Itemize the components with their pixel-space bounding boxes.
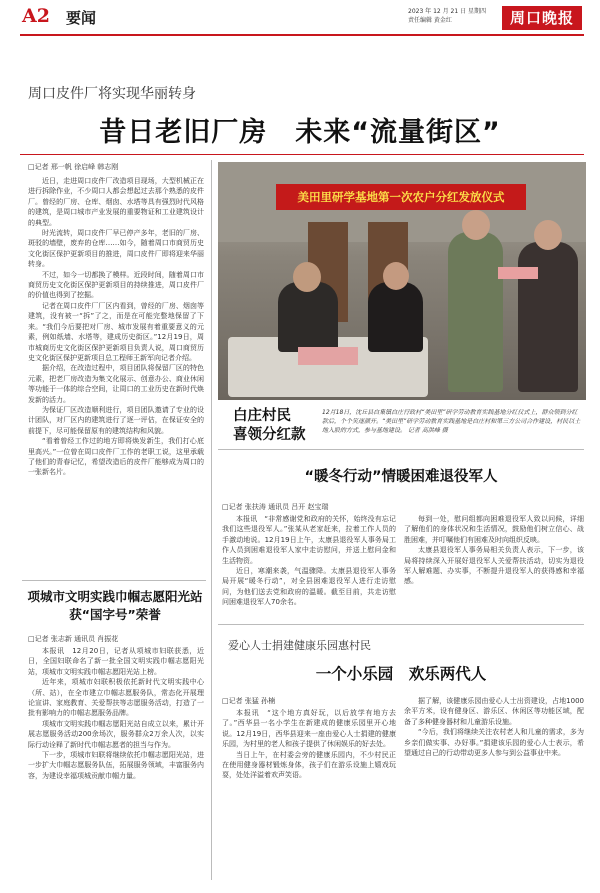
civic-station-paragraph: 本报讯 12月20日，记者从项城市妇联获悉，近日，全国妇联命名了新一批全国文明实践巾帼志愿阳光站，项城市文明实践巾帼志愿阳光站上榜。 xyxy=(28,647,204,676)
lead-byline: □记者 邢一帆 徐启峰 韩志刚 xyxy=(28,163,119,171)
warm-winter-byline: □记者 张扶涛 通讯员 吕开 赵宝瑞 xyxy=(222,503,329,511)
playground-paragraph: “今后，我们将继续关注农村老人和儿童的需求，多为乡亲们做实事、办好事。”捐建该乐园的爱心人士表示，希望通过自己的行动带动更多人参与到公益事业中来。 xyxy=(404,728,584,758)
warm-winter-body xyxy=(222,514,396,616)
civic-station-body xyxy=(28,646,204,880)
civic-station-paragraph: 下一步，项城市妇联将继续依托巾帼志愿阳光站，进一步扩大巾帼志愿服务队伍，拓展服务领域，丰富服务内容，为建设幸福项城贡献巾帼力量。 xyxy=(28,751,204,780)
lead-paragraph: 为保证厂区改造顺利进行，项目团队邀请了专业的设计团队，对厂区内的建筑进行了逐一评估，在保证安全的前提下，尽可能保留原有的建筑结构和风貌。 xyxy=(28,405,204,435)
header-rule xyxy=(20,34,584,36)
civic-station-byline: □记者 张志新 通讯员 肖振花 xyxy=(28,635,119,643)
playground-paragraph: 当日上午，在村委会旁的健康乐园内，不少村民正在使用健身器材锻炼身体，孩子们在游乐设施上嬉戏玩耍，处处洋溢着欢声笑语。 xyxy=(222,750,396,780)
mid-rule xyxy=(218,624,584,625)
civic-station-paragraph: 项城市文明实践巾帼志愿阳光站自成立以来，累计开展志愿服务活动200余场次，服务群众2万余人次，以实际行动诠释了新时代巾帼志愿者的担当与作为。 xyxy=(28,719,204,749)
playground-body xyxy=(222,708,396,880)
news-photo xyxy=(218,162,586,400)
lead-paragraph: 据介绍，在改造过程中，项目团队将保留厂区的特色元素，把老厂房改造为集文化展示、创意办公、商业休闲等功能于一体的综合空间，让周口的工业历史在新时代焕发新的活力。 xyxy=(28,364,204,404)
photo-rule xyxy=(218,449,584,450)
issue-date: 2023 年 12 月 21 日 星期四 xyxy=(408,8,486,15)
civic-station-paragraph: 近年来，项城市妇联积极依托新时代文明实践中心（所、站），在全市建立巾帼志愿服务队，常态化开展理论宣讲、家庭教育、关爱帮扶等志愿服务活动，打造了一批有影响力的巾帼志愿服务品牌。 xyxy=(28,678,204,718)
warm-winter-paragraph: 每到一处，慰问组都向困难退役军人致以问候，详细了解他们的身体状况和生活情况，鼓励他们树立信心、战胜困难，并叮嘱他们有困难及时向组织反映。 xyxy=(404,515,584,544)
playground-subtitle: 爱心人士捐建健康乐园惠村民 xyxy=(228,639,371,652)
playground-byline: □记者 张猛 孙楠 xyxy=(222,697,276,705)
photo-caption-title: 白庄村民 喜领分红款 xyxy=(233,408,306,443)
left-rule xyxy=(22,580,206,581)
photo-caption: 12月18日，沈丘县白集镇白庄行政村“美田里”研学劳动教育实践基地分红仪式上，群众领到分红款后，个个笑逐颜开。“美田里”研学劳动教育实践基地是白庄村和第三方公司合作建设，村民以土地入股的方式，参与基地建设。 记者 高洪峰 摄 xyxy=(322,409,581,435)
warm-winter-body-2 xyxy=(404,514,584,616)
warm-winter-title: “暖冬行动”情暖困难退役军人 xyxy=(304,469,498,485)
lead-paragraph: 记者在周口皮件厂厂区内看到，曾经的厂房、烟囱等建筑，没有被一“拆”了之，而是在可能完整地保留了下来。“我们今后要把对厂房、城市发展有着重要意义的元素，例如纸墙、水塔等，建成历史街区。”12月19日，周市城商历史文化街区保护更新项目负责人说，周口商贸历史文化街区保护更新项目总工程师王新军向记者介绍。 xyxy=(28,301,204,362)
lead-paragraph: 时光流转，周口皮件厂早已停产多年，老旧的厂房、斑驳的墙壁，废弃的仓库……如今，随着周口市商贸历史文化街区保护更新项目的推进，周口皮件厂即将迎来华丽转身。 xyxy=(28,229,204,269)
playground-title: 一个小乐园 欢乐两代人 xyxy=(315,665,487,683)
lead-rule xyxy=(20,154,584,155)
editor-credit: 责任编辑 黄金红 xyxy=(408,17,452,24)
warm-winter-paragraph: 近日，寒潮来袭，气温骤降。太康县退役军人事务局开展“暖冬行动”，对全县困难退役军人进行走访慰问，为他们送去党和政府的温暖。截至目前，共走访慰问困难退役军人70余名。 xyxy=(222,567,396,607)
lead-body xyxy=(28,176,204,572)
lead-paragraph: 不过，如今一切都换了模样。近段时间，随着周口市商贸历史文化街区保护更新项目的持续推进，周口皮件厂的价值也得到了挖掘。 xyxy=(28,270,204,300)
warm-winter-paragraph: 本报讯 “非常感谢党和政府的关怀，始终没有忘记我们这些退役军人。”张某从老家赶来，拉着工作人员的手激动地说。12月19日上午，太康县退役军人事务局工作人员到困难退役军人家中走访慰问，并送上慰问金和生活物资。 xyxy=(222,515,396,565)
playground-paragraph: 据了解，该健康乐园由爱心人士出资建设，占地1000余平方米，设有健身区、游乐区、休闲区等功能区域，配备了多种健身器材和儿童游乐设施。 xyxy=(404,697,584,726)
lead-paragraph: “看着曾经工作过的地方即将焕发新生，我们打心底里高兴。”一位曾在周口皮件厂工作的老职工说，这里承载了他们的青春记忆，希望改造后的皮件厂能够成为周口的一张新名片。 xyxy=(28,437,204,477)
page-number: A2 xyxy=(22,5,50,27)
civic-station-title: 项城市文明实践巾帼志愿阳光站 获“国字号”荣誉 xyxy=(27,589,203,622)
lead-title: 昔日老旧厂房 未来“流量街区” xyxy=(99,117,501,148)
warm-winter-paragraph: 太康县退役军人事务局相关负责人表示，下一步，该局将持续深入开展好退役军人关爱帮扶活动，切实为退役军人解难题、办实事，不断提升退役军人的获得感和幸福感。 xyxy=(404,546,584,586)
playground-body-2 xyxy=(404,696,584,880)
lead-paragraph: 近日，走进周口皮件厂改造项目现场，大型机械正在进行拆除作业，不少周口人都会想起过去那个熟悉的皮件厂。曾经的厂房、仓库、烟囱、水塔等具有强烈时代风格的建筑，是周口城市产业发展的重要物证和工业建筑设计的典型。 xyxy=(28,177,204,227)
column-divider xyxy=(211,160,212,880)
lead-subtitle: 周口皮件厂将实现华丽转身 xyxy=(28,86,196,102)
section-name: 要闻 xyxy=(66,9,97,27)
playground-paragraph: 本报讯 “这个地方真好玩，以后放学有地方去了。”西华县一名小学生在新建成的健康乐园里开心地说。12月19日，西华县迎来一座由爱心人士捐建的健康乐园，为村里的老人和孩子提供了休闲娱乐的好去处。 xyxy=(222,709,396,749)
photo-banner: 美田里研学基地第一次农户分红发放仪式 xyxy=(276,184,526,210)
newspaper-logo: 周口晚报 xyxy=(502,6,582,30)
